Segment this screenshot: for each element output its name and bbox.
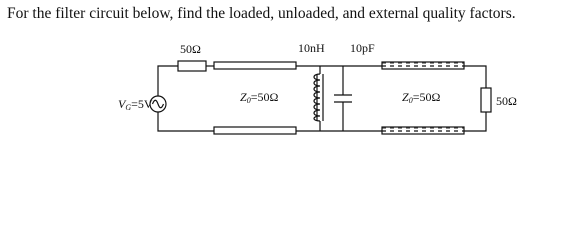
source-voltage-label: VG=5V bbox=[118, 97, 153, 112]
inductor-label: 10nH bbox=[298, 41, 325, 55]
source-resistor-label: 50Ω bbox=[180, 42, 201, 56]
load-bottom-wire bbox=[464, 112, 486, 131]
source-top-wire bbox=[158, 66, 178, 96]
load-resistor-label: 50Ω bbox=[496, 94, 517, 108]
left-line-top-body bbox=[214, 62, 296, 69]
capacitor-label: 10pF bbox=[350, 41, 375, 55]
load-resistor bbox=[481, 88, 491, 112]
right-line-impedance-label: Z0=50Ω bbox=[402, 90, 441, 105]
problem-statement: For the filter circuit below, find the loaded, unloaded, and external quality factors. bbox=[7, 5, 516, 22]
left-line-bottom-body bbox=[214, 127, 296, 134]
source-resistor bbox=[178, 61, 206, 71]
source-bottom-wire bbox=[158, 112, 214, 131]
left-line-impedance-label: Z0=50Ω bbox=[240, 90, 279, 105]
load-top-wire bbox=[464, 66, 486, 88]
